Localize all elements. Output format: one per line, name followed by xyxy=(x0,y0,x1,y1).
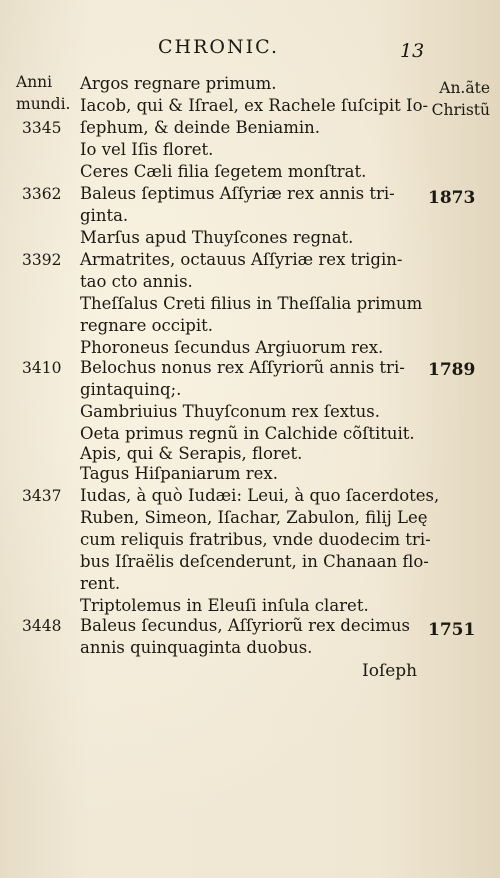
entry-line: ſephum, & deinde Beniamin. xyxy=(80,118,320,137)
column-head-line: An.ãte xyxy=(439,79,490,97)
chronicle-entry xyxy=(80,443,434,465)
year-anni-mundi: 3410 xyxy=(22,359,62,377)
chronicle-entry xyxy=(80,401,434,423)
entry-line: Gambriuius Thuyſconum rex ſextus. xyxy=(80,402,380,421)
year-anni-mundi: 3448 xyxy=(22,617,62,635)
page-number: 13 xyxy=(400,40,425,62)
ante-christum-column-head xyxy=(432,77,490,121)
chronicle-entry xyxy=(80,249,434,293)
chronicle-entry xyxy=(80,615,434,659)
entry-line: rent. xyxy=(80,574,121,593)
entry-line: Ceres Cæli filia ſegetem monſtrat. xyxy=(80,162,367,181)
anni-mundi-column-head xyxy=(16,71,70,115)
column-head-line: Christũ xyxy=(431,101,490,119)
chronicle-entry xyxy=(80,485,440,595)
entry-line: tao cto annis. xyxy=(80,272,193,291)
year-ante-christum: 1751 xyxy=(428,620,476,640)
chronicle-entry xyxy=(80,337,434,359)
year-anni-mundi: 3437 xyxy=(22,487,62,505)
catchword: Ioſeph xyxy=(362,661,418,681)
entry-line: Tagus Hiſpaniarum rex. xyxy=(80,464,278,483)
year-ante-christum: 1873 xyxy=(428,188,476,208)
year-anni-mundi: 3345 xyxy=(22,119,62,137)
year-anni-mundi: 3392 xyxy=(22,251,62,269)
year-ante-christum: 1789 xyxy=(428,360,476,380)
chronicle-entry xyxy=(80,463,434,485)
entry-line: Iudas, à quò Iudæi: Leui, à quo ſacerdotes, xyxy=(80,486,440,505)
chronicle-entry xyxy=(80,293,434,337)
column-head-line: mundi. xyxy=(16,95,71,113)
chronicle-entry xyxy=(80,227,434,249)
entry-line: Baleus ſecundus, Aſſyriorũ rex decimus xyxy=(80,616,410,635)
chronicle-entry xyxy=(80,595,434,617)
entry-line: ginta. xyxy=(80,206,129,225)
chronicle-entry xyxy=(80,357,434,401)
entry-line: Io vel Iſis floret. xyxy=(80,140,214,159)
chronicle-entry xyxy=(80,161,434,183)
running-head: CHRONIC. xyxy=(158,36,280,58)
entry-line: Argos regnare primum. xyxy=(80,74,277,93)
year-anni-mundi: 3362 xyxy=(22,185,62,203)
chronicle-entry xyxy=(80,183,434,227)
entry-line: Triptolemus in Eleuſi inſula claret. xyxy=(80,596,369,615)
entry-line: annis quinquaginta duobus. xyxy=(80,638,313,657)
entry-line: Phoroneus ſecundus Argiuorum rex. xyxy=(80,338,384,357)
entry-line: cum reliquis fratribus, vnde duodecim tri- xyxy=(80,530,431,549)
entry-line: regnare occipit. xyxy=(80,316,213,335)
entry-line: Iacob, qui & Iſrael, ex Rachele ſuſcipit Io- xyxy=(80,96,429,115)
chronicle-entry xyxy=(80,423,434,445)
entry-line: Armatrites, octauus Aſſyriæ rex trigin- xyxy=(80,250,403,269)
entry-line: Oeta primus regnũ in Calchide cõſtituit. xyxy=(80,424,415,443)
entry-line: Ruben, Simeon, Iſachar, Zabulon, filij Leę xyxy=(80,508,428,527)
entry-line: Theſſalus Creti filius in Theſſalia primum xyxy=(80,294,423,313)
column-head-line: Anni xyxy=(16,73,53,91)
entry-line: Apis, qui & Serapis, floret. xyxy=(80,444,303,463)
entry-line: Baleus ſeptimus Aſſyriæ rex annis tri- xyxy=(80,184,395,203)
entry-line: Belochus nonus rex Aſſyriorũ annis tri- xyxy=(80,358,405,377)
entry-line: Marſus apud Thuyſcones regnat. xyxy=(80,228,354,247)
chronicle-entry xyxy=(80,73,434,139)
entry-line: gintaquinq;. xyxy=(80,380,182,399)
entry-line: bus Iſraëlis deſcenderunt, in Chanaan flo- xyxy=(80,552,429,571)
chronicle-entry xyxy=(80,139,434,161)
